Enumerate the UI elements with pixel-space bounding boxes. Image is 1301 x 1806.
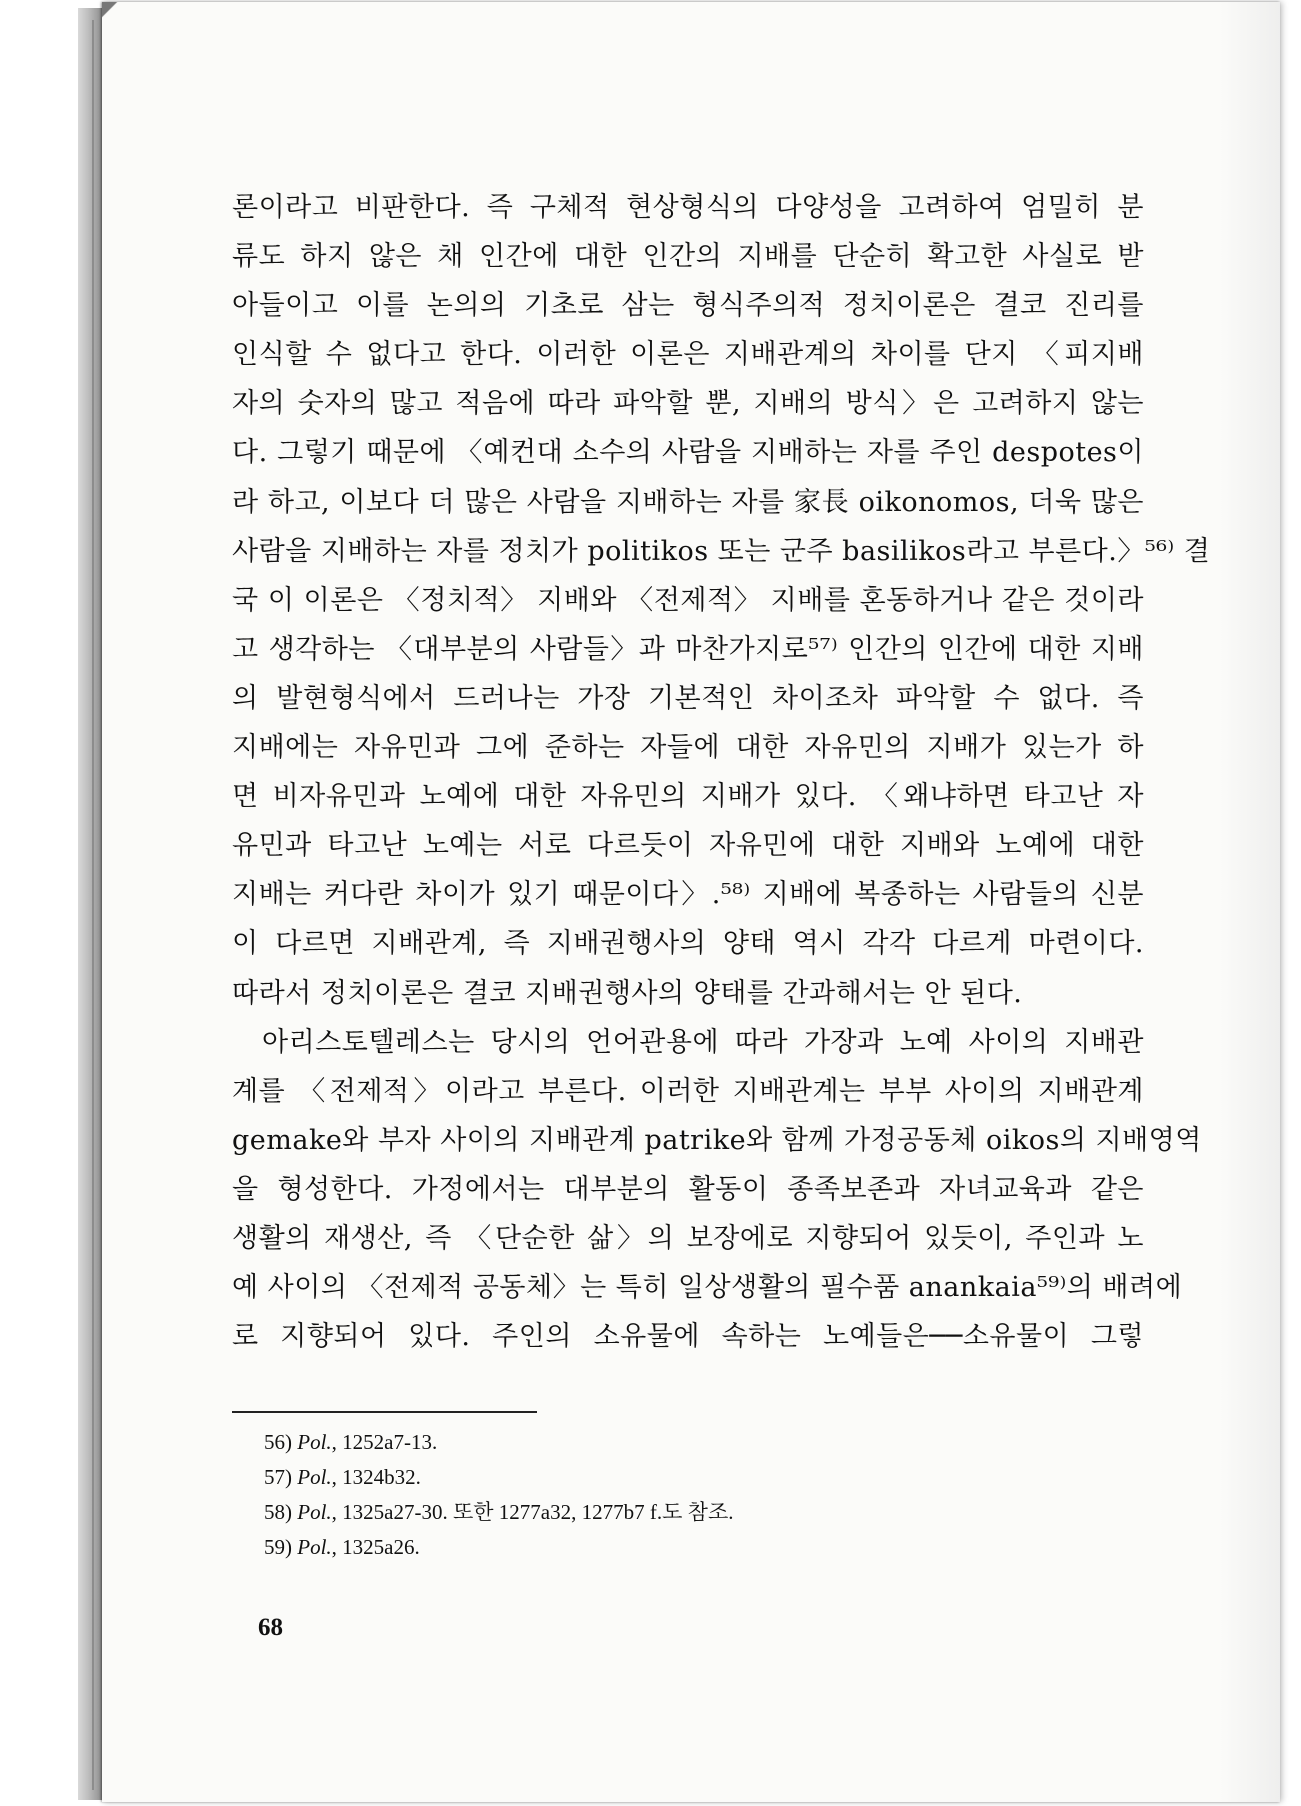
page-corner-fold	[102, 2, 118, 18]
text-line: 지배에는 자유민과 그에 준하는 자들에 대한 자유민의 지배가 있는가 하	[232, 732, 1144, 764]
page-stack-edge	[78, 8, 104, 1800]
text-line: 이 다르면 지배관계, 즉 지배권행사의 양태 역시 각각 다르게 마련이다.	[232, 928, 1144, 960]
footnote-56	[264, 1425, 964, 1460]
paragraph-end-line: 따라서 정치이론은 결코 지배권행사의 양태를 간과해서는 안 된다.	[232, 977, 1023, 1009]
page-stack-line	[92, 20, 94, 1790]
text-line: 면 비자유민과 노예에 대한 자유민의 지배가 있다. 〈왜냐하면 타고난 자	[232, 781, 1144, 813]
page-shade	[1220, 2, 1280, 1802]
footnote-59	[264, 1530, 964, 1565]
footnotes	[264, 1425, 964, 1565]
text-line: 아들이고 이를 논의의 기초로 삼는 형식주의적 정치이론은 결코 진리를	[232, 290, 1144, 322]
footnote-title: Pol.	[297, 1430, 332, 1454]
text-line: 사람을 지배하는 자를 정치가 politikos 또는 군주 basilikos라고 부른다.〉⁵⁶⁾ 결	[232, 535, 1211, 567]
text-line: 다. 그렇기 때문에 〈예컨대 소수의 사람을 지배하는 자를 주인 despotes이	[232, 437, 1144, 469]
footnote-58	[264, 1495, 964, 1530]
text-line: 고 생각하는 〈대부분의 사람들〉과 마찬가지로⁵⁷⁾ 인간의 인간에 대한 지배	[232, 633, 1144, 665]
text-line: 계를 〈전제적〉이라고 부른다. 이러한 지배관계는 부부 사이의 지배관계	[232, 1075, 1144, 1107]
footnote-reference: , 1325a26.	[331, 1535, 420, 1559]
text-line: 예 사이의 〈전제적 공동체〉는 특히 일상생활의 필수품 anankaia⁵⁹⁾의 배려에	[232, 1272, 1183, 1304]
footnote-number: 57)	[264, 1465, 292, 1489]
body-text	[232, 183, 1211, 1361]
text-line: 생활의 재생산, 즉 〈단순한 삶〉의 보장에로 지향되어 있듯이, 주인과 노	[232, 1222, 1144, 1254]
footnote-reference: , 1325a27-30. 또한 1277a32, 1277b7 f.도 참조.	[331, 1500, 734, 1524]
footnote-number: 56)	[264, 1430, 292, 1454]
text-line: 인식할 수 없다고 한다. 이러한 이론은 지배관계의 차이를 단지 〈피지배	[232, 339, 1144, 371]
text-line: 로 지향되어 있다. 주인의 소유물에 속하는 노예들은──소유물이 그렇	[232, 1321, 1144, 1353]
footnote-title: Pol.	[297, 1500, 332, 1524]
footnote-number: 58)	[264, 1500, 292, 1524]
footnote-reference: , 1252a7-13.	[331, 1430, 438, 1454]
footnote-title: Pol.	[297, 1535, 332, 1559]
text-line: 국 이 이론은 〈정치적〉 지배와 〈전제적〉 지배를 혼동하거나 같은 것이라	[232, 584, 1144, 616]
footnote-title: Pol.	[297, 1465, 332, 1489]
footnote-reference: , 1324b32.	[331, 1465, 421, 1489]
footnote-divider	[232, 1411, 537, 1413]
text-line: 을 형성한다. 가정에서는 대부분의 활동이 종족보존과 자녀교육과 같은	[232, 1173, 1144, 1205]
page-number: 68	[258, 1614, 283, 1641]
text-line: gemake와 부자 사이의 지배관계 patrike와 함께 가정공동체 oikos의 지배영역	[232, 1124, 1202, 1156]
text-line: 라 하고, 이보다 더 많은 사람을 지배하는 자를 家長 oikonomos, 더욱 많은	[232, 486, 1144, 518]
text-line: 유민과 타고난 노예는 서로 다르듯이 자유민에 대한 지배와 노예에 대한	[232, 830, 1144, 862]
text-line: 류도 하지 않은 채 인간에 대한 인간의 지배를 단순히 확고한 사실로 받	[232, 241, 1144, 273]
text-line: 지배는 커다란 차이가 있기 때문이다〉.⁵⁸⁾ 지배에 복종하는 사람들의 신분	[232, 879, 1144, 911]
text-line: 자의 숫자의 많고 적음에 따라 파악할 뿐, 지배의 방식〉은 고려하지 않는	[232, 388, 1144, 420]
text-line: 론이라고 비판한다. 즉 구체적 현상형식의 다양성을 고려하여 엄밀히 분	[232, 192, 1144, 223]
footnote-number: 59)	[264, 1535, 292, 1559]
text-line: 의 발현형식에서 드러나는 가장 기본적인 차이조차 파악할 수 없다. 즉	[232, 682, 1144, 714]
footnote-57	[264, 1460, 964, 1495]
paragraph-start-line: 아리스토텔레스는 당시의 언어관용에 따라 가장과 노예 사이의 지배관	[262, 1026, 1144, 1058]
